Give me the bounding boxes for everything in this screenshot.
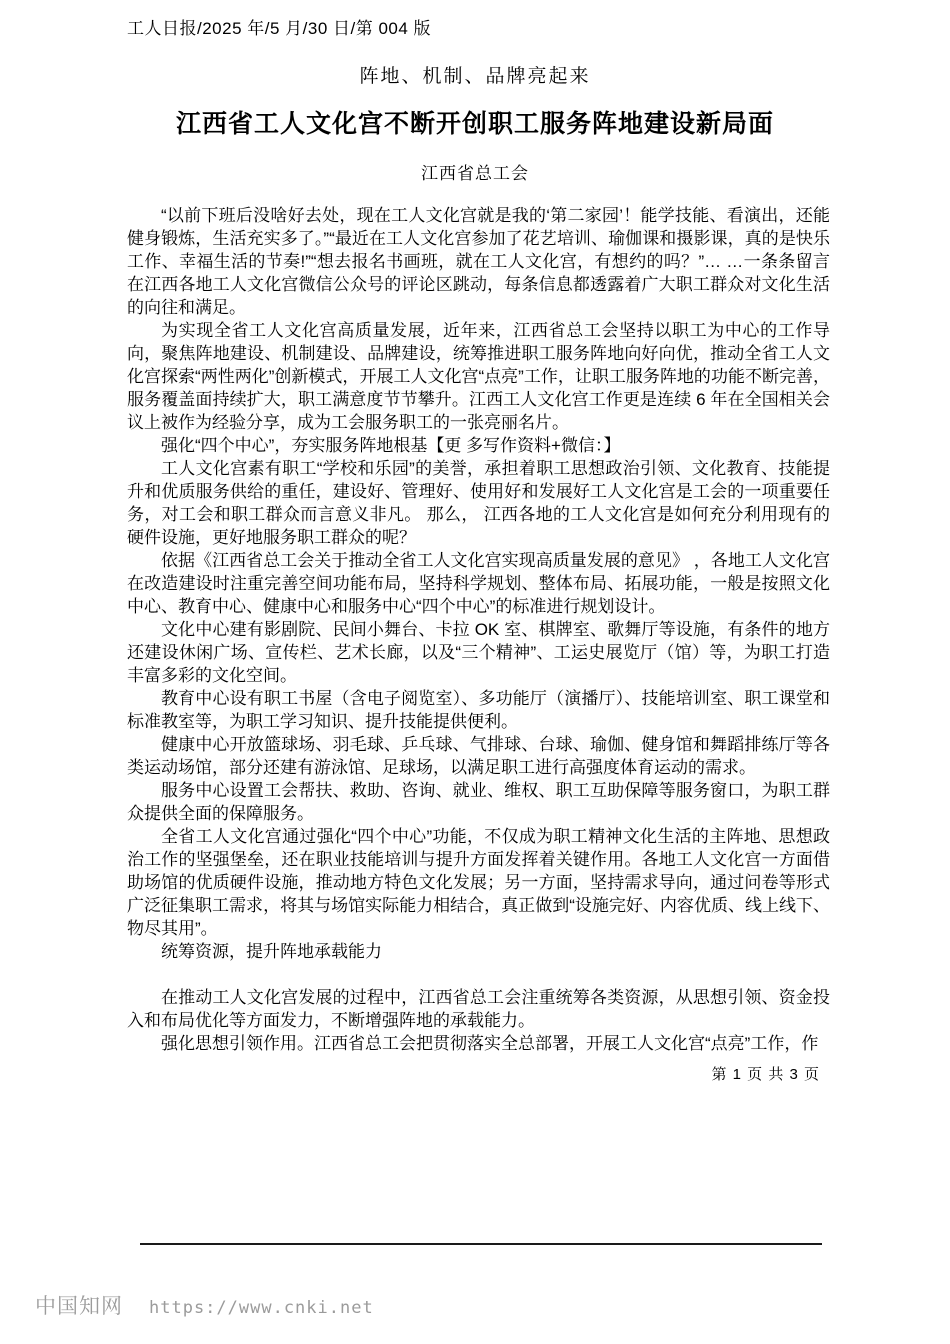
doc-kicker: 阵地、机制、品牌亮起来 xyxy=(359,66,591,87)
page-indicator: 第 1 页 共 3 页 xyxy=(711,1066,820,1083)
cnki-url-link[interactable]: https://www.cnki.net xyxy=(149,1298,374,1318)
body-paragraph: 教育中心设有职工书屋（含电子阅览室）、多功能厅（演播厅）、技能培训室、职工课堂和标准教室等，为职工学习知识、提升技能提供便利。 xyxy=(127,689,830,731)
body-paragraph: 文化中心建有影剧院、民间小舞台、卡拉 OK 室、棋牌室、歌舞厅等设施，有条件的地方还建设休闲广场、宣传栏、艺术长廊，以及“三个精神”、工运史展览厅（馆）等，为职工打造丰富多彩的文化空间。 xyxy=(127,620,830,685)
body-paragraph: 服务中心设置工会帮扶、救助、咨询、就业、维权、职工互助保障等服务窗口，为职工群众提供全面的保障服务。 xyxy=(127,781,830,823)
article-body xyxy=(127,204,830,1055)
body-paragraph: 依据《江西省总工会关于推动全省工人文化宫实现高质量发展的意见》 ，各地工人文化宫在改造建设时注重完善空间功能布局，坚持科学规划、整体布局、拓展功能，一般是按照文化中心、教育中心、健康中心和服务中心“四个中心”的标准进行规划设计。 xyxy=(127,551,830,616)
body-paragraph: 强化思想引领作用。江西省总工会把贯彻落实全总部署，开展工人文化宫“点亮”工作，作 xyxy=(161,1034,819,1053)
doc-author: 江西省总工会 xyxy=(421,164,529,183)
doc-source: 工人日报/2025 年/5 月/30 日/第 004 版 xyxy=(127,19,432,38)
doc-title: 江西省工人文化宫不断开创职工服务阵地建设新局面 xyxy=(175,110,774,138)
body-paragraph: 在推动工人文化宫发展的过程中，江西省总工会注重统筹各类资源，从思想引领、资金投入和布局优化等方面发力，不断增强阵地的承载能力。 xyxy=(127,988,830,1030)
body-paragraph: 全省工人文化宫通过强化“四个中心”功能，不仅成为职工精神文化生活的主阵地、思想政治工作的坚强堡垒，还在职业技能培训与提升方面发挥着关键作用。各地工人文化宫一方面借助场馆的优质硬件设施，推动地方特色文化发展；另一方面，坚持需求导向，通过问卷等形式广泛征集职工需求，将其与场馆实际能力相结合，真正做到“设施完好、内容优质、线上线下、物尽其用”。 xyxy=(127,827,830,938)
body-paragraph: “以前下班后没啥好去处，现在工人文化宫就是我的‘第二家园’！能学技能、看演出，还能健身锻炼，生活充实多了。”“最近在工人文化宫参加了花艺培训、瑜伽课和摄影课，真的是快乐工作、幸福生活的节奏!”“想去报名书画班，就在工人文化宫，有想约的吗？”… …一条条留言在江西各地工人文化宫微信公众号的评论区跳动，每条信息都透露着广大职工群众对文化生活的向往和满足。 xyxy=(127,206,830,317)
body-paragraph: 工人文化宫素有职工“学校和乐园”的美誉，承担着职工思想政治引领、文化教育、技能提升和优质服务供给的重任，建设好、管理好、使用好和发展好工人文化宫是工会的一项重要任务，对工会和职工群众而言意义非凡。 那么， 江西各地的工人文化宫是如何充分利用现有的硬件设施，更好地服务职工群众的呢？ xyxy=(127,459,830,547)
footer-divider xyxy=(140,1243,822,1245)
body-paragraph: 为实现全省工人文化宫高质量发展，近年来，江西省总工会坚持以职工为中心的工作导向，聚焦阵地建设、机制建设、品牌建设，统筹推进职工服务阵地向好向优，推动全省工人文化宫探索“两性两化”创新模式，开展工人文化宫“点亮”工作，让职工服务阵地的功能不断完善，服务覆盖面持续扩大，职工满意度节节攀升。江西工人文化宫工作更是连续 6 年在全国相关会议上被作为经验分享，成为工会服务职工的一张亮丽名片。 xyxy=(127,321,830,432)
section-heading: 强化“四个中心”，夯实服务阵地根基【更 多写作资料+微信：】 xyxy=(161,436,621,455)
body-paragraph: 健康中心开放篮球场、羽毛球、乒乓球、气排球、台球、瑜伽、健身馆和舞蹈排练厅等各类运动场馆，部分还建有游泳馆、足球场，以满足职工进行高强度体育运动的需求。 xyxy=(127,735,830,777)
site-footer xyxy=(35,1290,374,1320)
cnki-logo: 中国知网 xyxy=(35,1295,123,1318)
section-heading: 统筹资源，提升阵地承载能力 xyxy=(161,942,382,961)
